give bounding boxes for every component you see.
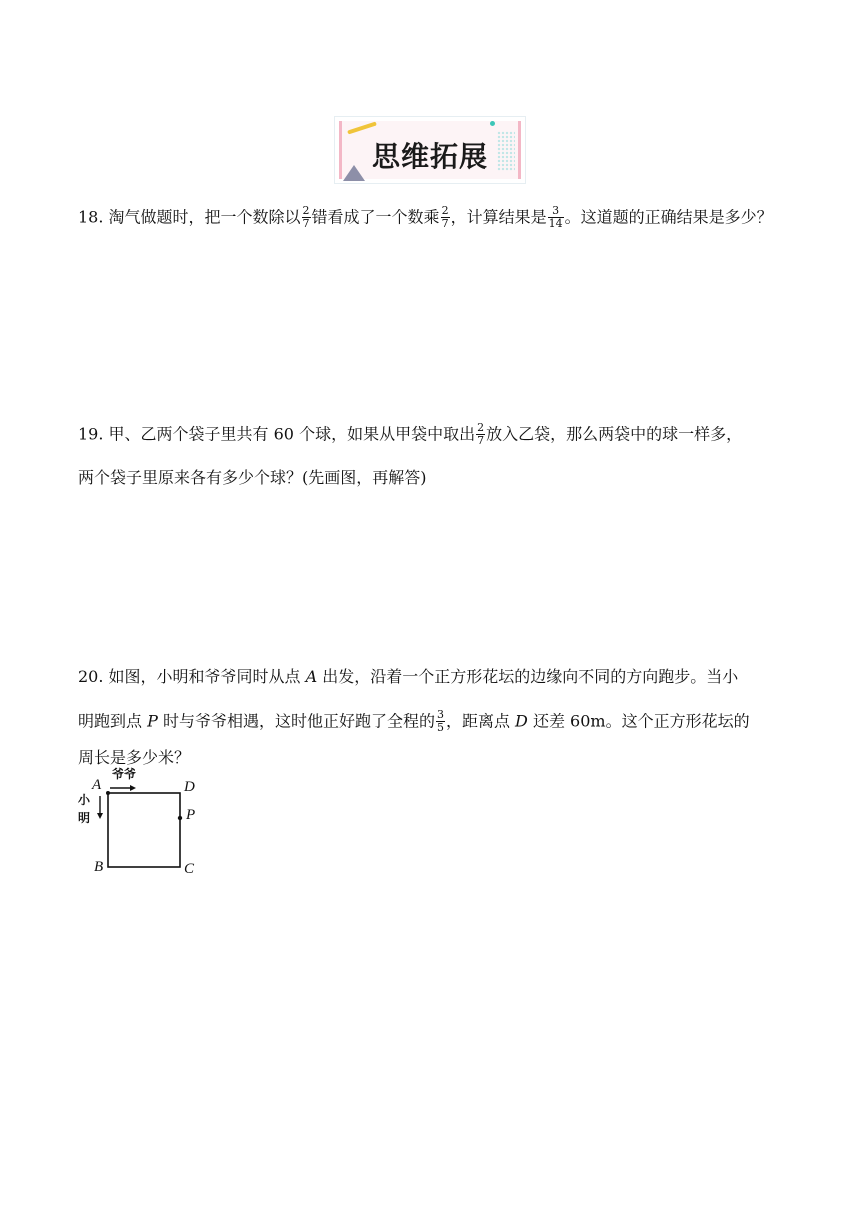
q20-text-6: 还差 60m。这个正方形花坛的 (527, 711, 750, 731)
point-p-dot (178, 816, 182, 820)
q18-text-1: 18. 淘气做题时，把一个数除以 (78, 207, 301, 227)
label-p: P (186, 807, 196, 823)
label-b: B (94, 859, 104, 875)
q20-text-4: 时与爷爷相遇，这时他正好跑了全程的 (157, 711, 435, 731)
question-18 (78, 206, 773, 230)
point-a-dot (106, 791, 110, 795)
q19-fraction-1 (476, 422, 485, 446)
q20-fraction-1-denominator: 5 (436, 720, 444, 734)
question-19-line-1 (78, 423, 742, 447)
q20-point-p: P (147, 711, 158, 731)
banner-decoration-dot (490, 121, 495, 126)
square-flowerbed-diagram (70, 764, 210, 884)
q19-text-2: 放入乙袋，那么两袋中的球一样多， (486, 424, 743, 444)
q19-text-1: 19. 甲、乙两个袋子里共有 60 个球，如果从甲袋中取出 (78, 424, 476, 444)
label-d: D (184, 779, 195, 795)
q18-fraction-1-denominator: 7 (302, 216, 310, 230)
label-xiaoming-2: 明 (78, 811, 91, 825)
q20-fraction-1-numerator: 3 (436, 708, 444, 721)
question-20-line-3: 周长是多少米？ (78, 748, 191, 767)
question-20-line-1 (78, 669, 738, 685)
section-title: 思维拓展 (371, 140, 488, 173)
q19-fraction-1-numerator: 2 (477, 421, 485, 434)
square-outline (108, 793, 180, 867)
q18-fraction-3-numerator: 3 (548, 205, 564, 218)
label-c: C (184, 861, 195, 877)
q20-fraction-1 (436, 709, 445, 733)
q20-point-a: A (305, 667, 318, 686)
q20-text-3: 明跑到点 (78, 711, 148, 731)
q20-point-d: D (515, 711, 528, 731)
xiaoming-arrow-head (97, 813, 103, 819)
section-banner (334, 116, 526, 184)
q18-fraction-2 (441, 205, 450, 229)
label-grandpa: 爷爷 (112, 767, 137, 781)
grandpa-arrow-head (130, 785, 136, 791)
q18-fraction-3 (548, 205, 564, 229)
q18-text-3: ，计算结果是 (450, 207, 547, 227)
q18-fraction-3-denominator: 14 (548, 216, 563, 230)
q20-text-5: ，距离点 (445, 711, 516, 731)
label-xiaoming-1: 小 (78, 793, 91, 807)
question-20-line-2 (78, 710, 750, 734)
label-a: A (92, 777, 102, 793)
q18-fraction-1 (302, 205, 311, 229)
q18-fraction-2-denominator: 7 (441, 216, 449, 230)
q18-fraction-1-numerator: 2 (302, 204, 310, 217)
q18-fraction-2-numerator: 2 (441, 204, 449, 217)
q20-text-1: 20. 如图，小明和爷爷同时从点 (78, 667, 306, 686)
q20-text-2: 出发，沿着一个正方形花坛的边缘向不同的方向跑步。当小 (317, 667, 739, 686)
q18-text-2: 错看成了一个数乘 (311, 207, 440, 227)
q19-fraction-1-denominator: 7 (477, 433, 485, 447)
q18-text-4: 。这道题的正确结果是多少？ (564, 207, 773, 227)
question-19-line-2: 两个袋子里原来各有多少个球？(先画图，再解答) (78, 468, 427, 487)
